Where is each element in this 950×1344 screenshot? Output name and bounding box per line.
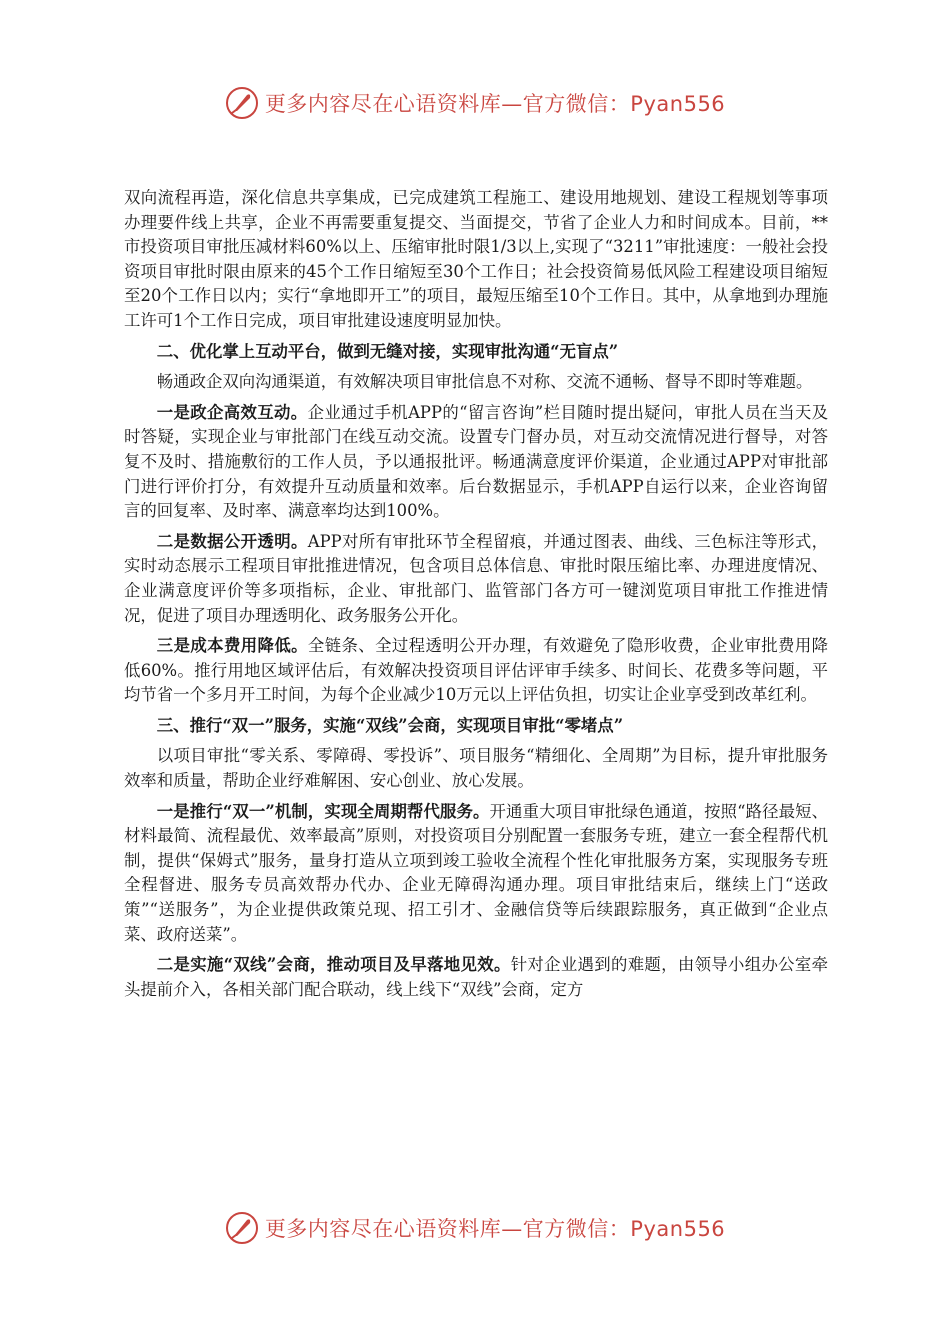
paragraph: 以项目审批“零关系、零障碍、零投诉”、项目服务“精细化、全周期”为目标，提升审批服务效率和质量，帮助企业纾难解困、安心创业、放心发展。 xyxy=(124,746,828,791)
paragraph: 畅通政企双向沟通渠道，有效解决项目审批信息不对称、交流不通畅、督导不即时等难题。 xyxy=(156,372,813,392)
paragraph: 一是推行“双一”机制，实现全周期帮代服务。开通重大项目审批绿色通道，按照“路径最短、材料最简、流程最优、效率最高”原则，对投资项目分别配置一套服务专班，建立一套全程帮代机制，提供“保姆式”服务，量身打造从立项到竣工验收全流程个性化审批服务方案，实现服务专班全程督进、服务专员高效帮办代办、企业无障碍沟通办理。项目审批结束后，继续上门“送政策”“送服务”，为企业提供政策兑现、招工引才、金融信贷等后续跟踪服务，真正做到“企业点菜、政府送菜”。 xyxy=(124,801,828,944)
quill-logo-icon xyxy=(225,1211,259,1245)
paragraph: 二是数据公开透明。APP对所有审批环节全程留痕，并通过图表、曲线、三色标注等形式，实时动态展示工程项目审批推进情况，包含项目总体信息、审批时限压缩比率、办理进度情况、企业满意度评价等多项指标，企业、审批部门、监管部门各方可一键浏览项目审批工作推进情况，促进了项目办理透明化、政务服务公开化。 xyxy=(124,531,829,625)
document-body xyxy=(124,186,828,1008)
paragraph: 二是实施“双线”会商，推动项目及早落地见效。针对企业遇到的难题，由领导小组办公室牵头提前介入，各相关部门配合联动，线上线下“双线”会商，定方 xyxy=(124,955,829,999)
section-heading: 二、优化掌上互动平台，做到无缝对接，实现审批沟通“无盲点” xyxy=(156,341,619,361)
quill-logo-icon xyxy=(225,86,259,120)
banner-text: 更多内容尽在心语资料库—官方微信：Pyan556 xyxy=(264,1217,726,1241)
paragraph: 一是政企高效互动。企业通过手机APP的“留言咨询”栏目随时提出疑问，审批人员在当天及时答疑，实现企业与审批部门在线互动交流。设置专门督办员，对互动交流情况进行督导，对答复不及时、措施敷衍的工作人员，予以通报批评。畅通满意度评价渠道，企业通过APP对审批部门进行评价打分，有效提升互动质量和效率。后台数据显示，手机APP自运行以来，企业咨询留言的回复率、及时率、满意率均达到100%。 xyxy=(124,402,829,521)
paragraph: 三是成本费用降低。全链条、全过程透明公开办理，有效避免了隐形收费，企业审批费用降低60%。推行用地区域评估后，有效解决投资项目评估评审手续多、时间长、花费多等问题，平均节省一个多月开工时间，为每个企业减少10万元以上评估负担，切实让企业享受到改革红利。 xyxy=(124,636,829,705)
header-banner xyxy=(0,83,950,123)
paragraph: 双向流程再造，深化信息共享集成，已完成建筑工程施工、建设用地规划、建设工程规划等事项办理要件线上共享，企业不再需要重复提交、当面提交，节省了企业人力和时间成本。目前，**市投资项目审批压减材料60%以上、压缩审批时限1/3以上,实现了“3211”审批速度：一般社会投资项目审批时限由原来的45个工作日缩短至30个工作日；社会投资简易低风险工程建设项目缩短至20个工作日以内；实行“拿地即开工”的项目，最短压缩至10个工作日。其中，从拿地到办理施工许可1个工作日完成，项目审批建设速度明显加快。 xyxy=(124,188,828,330)
banner-text: 更多内容尽在心语资料库—官方微信：Pyan556 xyxy=(264,92,726,116)
footer-banner xyxy=(0,1208,950,1248)
section-heading: 三、推行“双一”服务，实施“双线”会商，实现项目审批“零堵点” xyxy=(156,715,624,735)
